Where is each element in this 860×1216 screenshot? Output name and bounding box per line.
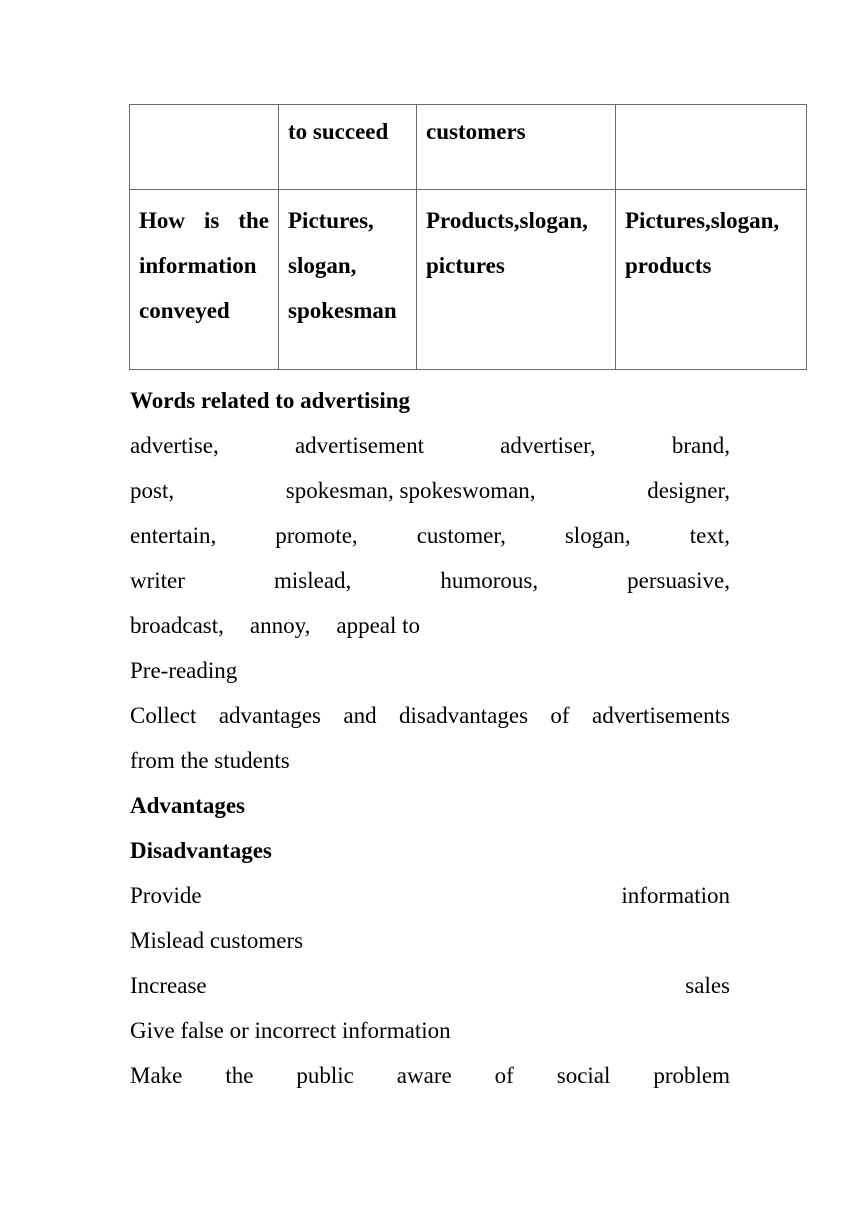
word: advertisements: [591, 703, 730, 728]
word-item: designer,: [647, 478, 730, 503]
word-item: slogan,: [564, 523, 631, 548]
table-row: [130, 190, 807, 370]
list-line: Mislead customers: [130, 928, 304, 953]
cell-text-line: How is the: [139, 208, 269, 233]
words-heading: Words related to advertising: [130, 388, 411, 413]
word-item: promote,: [275, 523, 358, 548]
word: information: [621, 883, 730, 908]
table-cell: [417, 105, 616, 190]
word-item: spokesman, spokeswoman,: [285, 478, 536, 503]
word: sales: [685, 973, 730, 998]
cell-text-line: products: [625, 253, 712, 278]
word: public: [296, 1063, 354, 1088]
cell-text-line: Pictures,slogan,: [625, 208, 780, 233]
word: social: [556, 1063, 611, 1088]
word-item: humorous,: [440, 568, 539, 593]
words-list: [130, 423, 730, 603]
table-row: [130, 105, 807, 190]
word-item: persuasive,: [627, 568, 730, 593]
words-line: [130, 468, 730, 513]
word-item: entertain,: [130, 523, 217, 548]
words-line: [130, 513, 730, 558]
cell-text-line: slogan,: [288, 253, 357, 278]
pre-reading-heading: Pre-reading: [130, 658, 238, 683]
cell-text-line: spokesman: [288, 298, 397, 323]
cell-text-line: information: [139, 253, 257, 278]
cell-text-line: Products,slogan,: [426, 208, 588, 233]
word-item: customer,: [416, 523, 506, 548]
word-item: advertisement: [294, 433, 424, 458]
cell-text-line: pictures: [426, 253, 505, 278]
words-line: [130, 558, 730, 603]
word-item: annoy,: [249, 613, 311, 638]
disadvantages-heading: Disadvantages: [130, 838, 272, 863]
word: of: [494, 1063, 514, 1088]
table-cell: [279, 190, 417, 370]
advertisement-comparison-table: [129, 104, 807, 370]
list-line: [130, 873, 730, 918]
cell-text-line: conveyed: [139, 298, 230, 323]
list-line: [130, 1053, 730, 1098]
word-item: broadcast,: [130, 613, 224, 638]
word: problem: [653, 1063, 730, 1088]
word: of: [550, 703, 570, 728]
word: and: [343, 703, 377, 728]
words-last-line: [130, 603, 730, 648]
table-cell: [616, 105, 807, 190]
word-item: brand,: [671, 433, 730, 458]
collect-instruction-end: from the students: [130, 748, 290, 773]
document-body: [130, 378, 730, 1098]
word-item: advertiser,: [500, 433, 596, 458]
cell-text-line: to succeed: [288, 119, 389, 144]
table-cell: [279, 105, 417, 190]
list-line: [130, 963, 730, 1008]
word: disadvantages: [399, 703, 529, 728]
word-item: post,: [130, 478, 175, 503]
word: Increase: [130, 973, 207, 998]
word: the: [225, 1063, 254, 1088]
word: Collect: [130, 703, 197, 728]
word-item: appeal to: [336, 613, 421, 638]
advantages-heading: Advantages: [130, 793, 246, 818]
word-item: mislead,: [273, 568, 352, 593]
cell-text-line: Pictures,: [288, 208, 374, 233]
cell-text-line: customers: [426, 119, 526, 144]
word: aware: [396, 1063, 452, 1088]
collect-instruction: [130, 693, 730, 738]
word: Provide: [130, 883, 202, 908]
table-cell: [130, 190, 279, 370]
word-item: text,: [689, 523, 730, 548]
table-cell: [616, 190, 807, 370]
table-cell: [130, 105, 279, 190]
word-item: advertise,: [130, 433, 219, 458]
words-line: [130, 423, 730, 468]
advantages-disadvantages-list: [130, 873, 730, 1098]
table-cell: [417, 190, 616, 370]
collect-line: [130, 693, 730, 738]
word-item: writer: [130, 568, 185, 593]
word: advantages: [218, 703, 322, 728]
word: Make: [130, 1063, 183, 1088]
list-line: Give false or incorrect information: [130, 1018, 451, 1043]
